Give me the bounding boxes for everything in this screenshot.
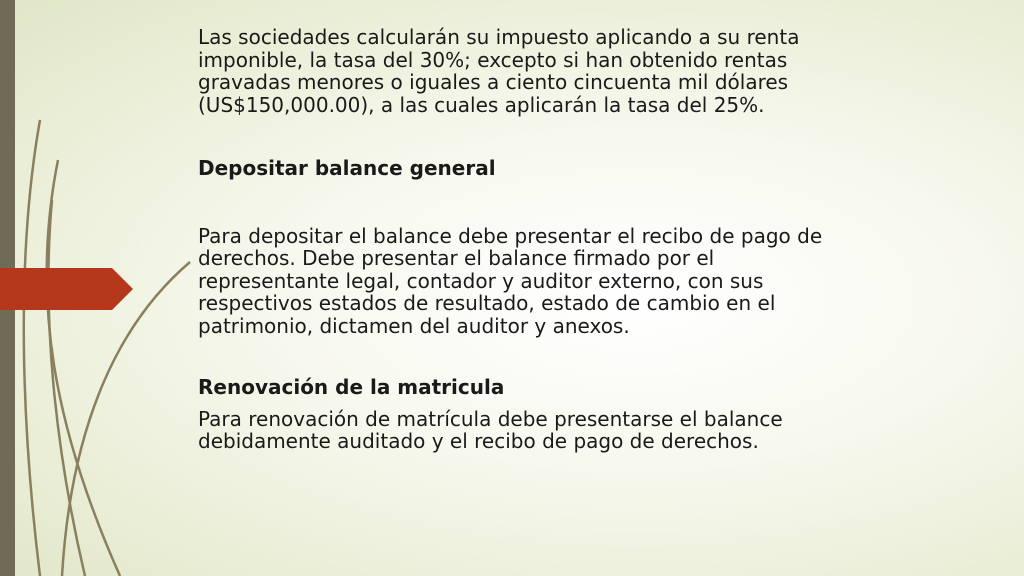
heading-deposit-balance: Depositar balance general (198, 156, 496, 180)
deposit-balance-paragraph: Para depositar el balance debe presentar el recibo de pago de derechos. Debe presentar el balance firmado por el representante legal, contador y auditor externo, con sus respectivos estados de resultado, estado de cambio en el patrimonio, dictamen del auditor y anexos. (198, 223, 823, 338)
tax-rate-paragraph: Las sociedades calcularán su impuesto aplicando a su renta imponible, la tasa del 30%; excepto si han obtenido rentas gravadas menores o iguales a ciento cincuenta mil dólares (US$150,000.00), a las cuales aplicarán la tasa del 25%. (198, 25, 800, 117)
slide-content (198, 26, 858, 453)
arrow-accent-icon (0, 268, 133, 310)
heading-registration-renewal: Renovación de la matricula (198, 375, 505, 399)
decor-curve-4 (24, 120, 40, 576)
registration-renewal-paragraph: Para renovación de matrícula debe presentarse el balance debidamente auditado y el recibo de pago de derechos. (198, 406, 783, 453)
decorative-curves (0, 0, 200, 576)
